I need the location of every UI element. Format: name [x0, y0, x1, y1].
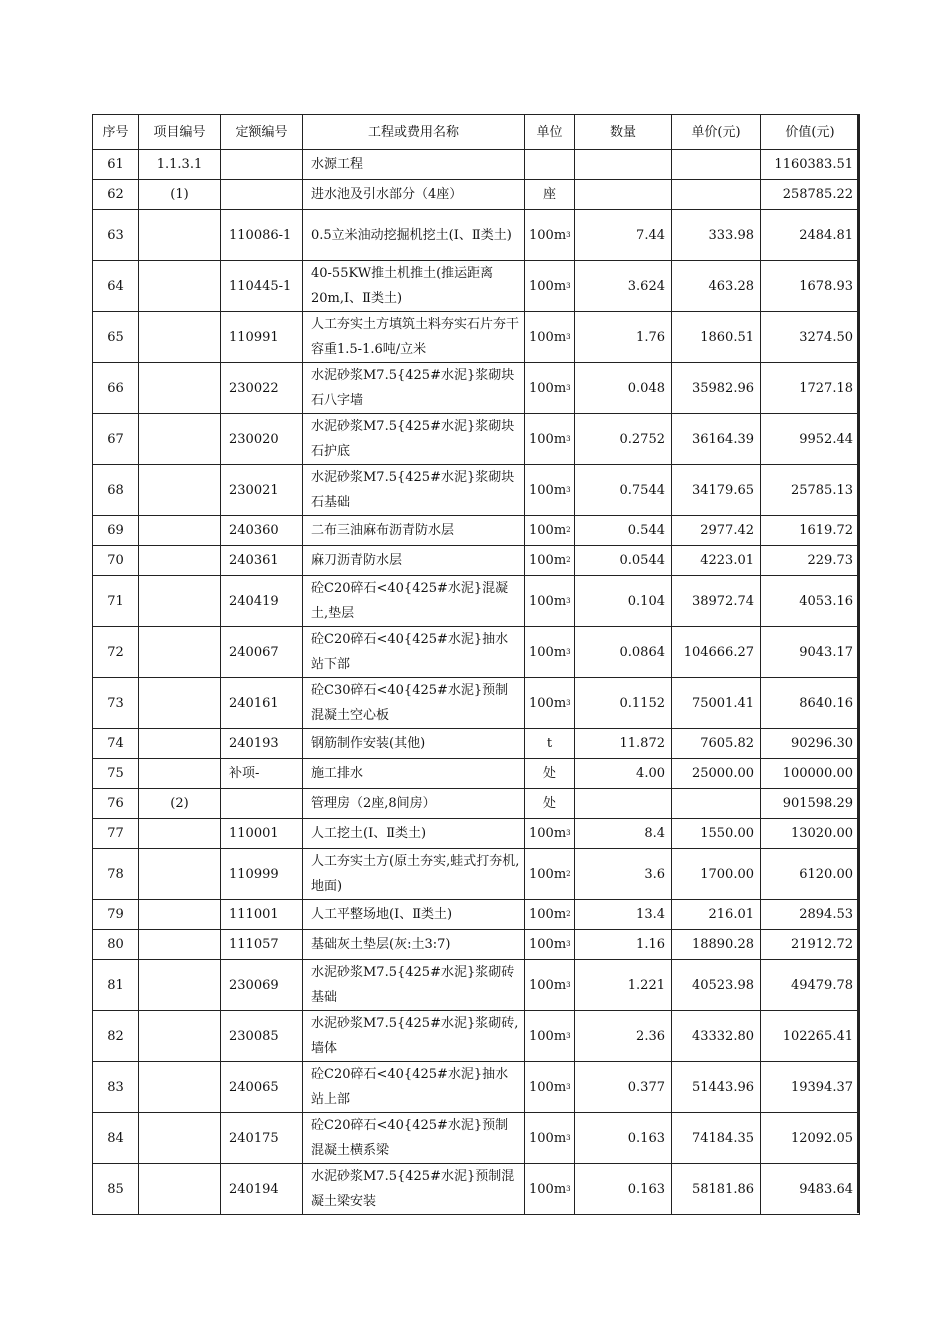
cell-price: 43332.80 — [672, 1011, 761, 1062]
cell-value: 9043.17 — [761, 627, 860, 678]
table-row — [93, 729, 860, 759]
cell-no: 83 — [93, 1062, 139, 1113]
cell-qty — [575, 789, 672, 819]
unit-exponent: 3 — [566, 281, 571, 290]
cell-item — [139, 627, 221, 678]
cell-item — [139, 1164, 221, 1215]
unit-exponent: 3 — [566, 1184, 571, 1193]
cell-item — [139, 729, 221, 759]
unit-text: 100m — [529, 1079, 567, 1095]
cell-code: 230020 — [221, 414, 303, 465]
cell-value: 6120.00 — [761, 849, 860, 900]
cell-no: 81 — [93, 960, 139, 1011]
cell-price: 18890.28 — [672, 930, 761, 960]
cell-qty: 3.6 — [575, 849, 672, 900]
cell-qty: 0.377 — [575, 1062, 672, 1113]
cell-unit — [525, 312, 575, 363]
cell-price — [672, 180, 761, 210]
cell-no: 73 — [93, 678, 139, 729]
cell-code: 110001 — [221, 819, 303, 849]
cell-value: 1678.93 — [761, 261, 860, 312]
cell-qty: 0.048 — [575, 363, 672, 414]
cell-name: 施工排水 — [303, 759, 525, 789]
unit-text: 100m — [529, 380, 567, 396]
table-row — [93, 180, 860, 210]
cell-item — [139, 960, 221, 1011]
cell-value: 25785.13 — [761, 465, 860, 516]
cell-qty: 0.544 — [575, 516, 672, 546]
unit-text: 100m — [529, 593, 567, 609]
cell-no: 62 — [93, 180, 139, 210]
cell-unit — [525, 849, 575, 900]
cell-name: 水泥砂浆M7.5{425#水泥}浆砌砖,墙体 — [303, 1011, 525, 1062]
cell-qty: 1.221 — [575, 960, 672, 1011]
header-no: 序号 — [93, 115, 139, 150]
cell-no: 72 — [93, 627, 139, 678]
cell-no: 74 — [93, 729, 139, 759]
cell-code: 230021 — [221, 465, 303, 516]
cell-no: 79 — [93, 900, 139, 930]
unit-exponent: 3 — [566, 829, 571, 837]
cell-code: 240161 — [221, 678, 303, 729]
unit-exponent: 3 — [566, 1031, 571, 1040]
table-row — [93, 900, 860, 930]
cell-no: 63 — [93, 210, 139, 261]
cell-name: 人工平整场地(Ⅰ、Ⅱ类土) — [303, 900, 525, 930]
cell-price: 51443.96 — [672, 1062, 761, 1113]
unit-exponent: 3 — [566, 980, 571, 989]
cell-code: 240361 — [221, 546, 303, 576]
cell-no: 70 — [93, 546, 139, 576]
cell-qty: 0.2752 — [575, 414, 672, 465]
cell-qty: 1.16 — [575, 930, 672, 960]
cell-code: 240175 — [221, 1113, 303, 1164]
cell-name: 水泥砂浆M7.5{425#水泥}预制混凝土梁安装 — [303, 1164, 525, 1215]
cell-no: 84 — [93, 1113, 139, 1164]
unit-text: 100m — [529, 695, 567, 711]
unit-exponent: 3 — [566, 332, 571, 341]
unit-exponent: 2 — [566, 869, 571, 878]
cell-price: 35982.96 — [672, 363, 761, 414]
cell-value: 1727.18 — [761, 363, 860, 414]
unit-exponent: 2 — [566, 526, 571, 534]
cell-item — [139, 261, 221, 312]
cell-name: 进水池及引水部分（4座） — [303, 180, 525, 210]
table-row — [93, 930, 860, 960]
cell-name: 40-55KW推土机推土(推运距离20m,Ⅰ、Ⅱ类土) — [303, 261, 525, 312]
header-item: 项目编号 — [139, 115, 221, 150]
cell-price: 74184.35 — [672, 1113, 761, 1164]
cell-item — [139, 1113, 221, 1164]
cell-unit — [525, 210, 575, 261]
table-row — [93, 678, 860, 729]
cell-name: 二布三油麻布沥青防水层 — [303, 516, 525, 546]
table-row — [93, 414, 860, 465]
table-row — [93, 210, 860, 261]
cell-unit — [525, 546, 575, 576]
header-price: 单价(元) — [672, 115, 761, 150]
cell-item — [139, 465, 221, 516]
cell-unit — [525, 150, 575, 180]
cell-price: 34179.65 — [672, 465, 761, 516]
cell-name: 砼C20碎石<40{425#水泥}预制混凝土横系梁 — [303, 1113, 525, 1164]
cell-no: 69 — [93, 516, 139, 546]
cell-price: 216.01 — [672, 900, 761, 930]
cell-name: 人工夯实土方(原土夯实,蛙式打夯机,地面) — [303, 849, 525, 900]
cell-code: 230022 — [221, 363, 303, 414]
cell-value: 90296.30 — [761, 729, 860, 759]
cell-name: 人工夯实土方填筑土料夯实石片夯干容重1.5-1.6吨/立米 — [303, 312, 525, 363]
table-right-edge — [857, 114, 859, 1213]
cell-code: 110991 — [221, 312, 303, 363]
unit-exponent: 3 — [566, 434, 571, 443]
cell-price: 75001.41 — [672, 678, 761, 729]
cell-price: 104666.27 — [672, 627, 761, 678]
cell-unit — [525, 789, 575, 819]
cell-item — [139, 849, 221, 900]
cell-no: 71 — [93, 576, 139, 627]
cell-value: 2894.53 — [761, 900, 860, 930]
cell-code: 111057 — [221, 930, 303, 960]
cell-qty: 0.163 — [575, 1164, 672, 1215]
cell-value: 13020.00 — [761, 819, 860, 849]
cell-price: 58181.86 — [672, 1164, 761, 1215]
cell-value: 258785.22 — [761, 180, 860, 210]
cell-item — [139, 1011, 221, 1062]
table-row — [93, 960, 860, 1011]
unit-text: 100m — [529, 278, 567, 294]
cell-qty: 3.624 — [575, 261, 672, 312]
cell-no: 61 — [93, 150, 139, 180]
unit-text: 100m — [529, 523, 567, 538]
cell-unit — [525, 261, 575, 312]
table-row — [93, 261, 860, 312]
cell-unit — [525, 627, 575, 678]
table-row — [93, 363, 860, 414]
cell-value: 19394.37 — [761, 1062, 860, 1113]
cell-no: 77 — [93, 819, 139, 849]
cell-item — [139, 678, 221, 729]
header-qty: 数量 — [575, 115, 672, 150]
table-row — [93, 516, 860, 546]
cell-no: 85 — [93, 1164, 139, 1215]
cost-table — [92, 114, 860, 1215]
cell-value: 3274.50 — [761, 312, 860, 363]
unit-text: 处 — [542, 766, 556, 781]
cell-item — [139, 414, 221, 465]
cell-price — [672, 789, 761, 819]
unit-exponent: 3 — [566, 1133, 571, 1142]
table-row — [93, 1164, 860, 1215]
unit-text: 100m — [529, 937, 567, 952]
cell-no: 82 — [93, 1011, 139, 1062]
cell-code: 230085 — [221, 1011, 303, 1062]
cell-name: 管理房（2座,8间房） — [303, 789, 525, 819]
cell-unit — [525, 819, 575, 849]
cell-qty — [575, 180, 672, 210]
cell-value: 2484.81 — [761, 210, 860, 261]
unit-text: 100m — [529, 1028, 567, 1044]
cell-item — [139, 546, 221, 576]
cell-item: (1) — [139, 180, 221, 210]
unit-text: 100m — [529, 482, 567, 498]
unit-text: 100m — [529, 866, 567, 882]
cell-unit — [525, 465, 575, 516]
unit-exponent: 3 — [566, 383, 571, 392]
cell-name: 基础灰土垫层(灰:土3:7) — [303, 930, 525, 960]
cell-no: 76 — [93, 789, 139, 819]
cell-unit — [525, 1164, 575, 1215]
cell-price: 25000.00 — [672, 759, 761, 789]
cell-no: 66 — [93, 363, 139, 414]
cell-unit — [525, 900, 575, 930]
cell-value: 102265.41 — [761, 1011, 860, 1062]
cell-name: 钢筋制作安装(其他) — [303, 729, 525, 759]
unit-text: 100m — [529, 431, 567, 447]
table-row — [93, 759, 860, 789]
cell-no: 65 — [93, 312, 139, 363]
unit-text: 100m — [529, 977, 567, 993]
cell-code: 240419 — [221, 576, 303, 627]
cell-price: 40523.98 — [672, 960, 761, 1011]
cell-qty: 13.4 — [575, 900, 672, 930]
cell-price: 1550.00 — [672, 819, 761, 849]
cell-price: 333.98 — [672, 210, 761, 261]
table-row — [93, 1062, 860, 1113]
cell-qty: 11.872 — [575, 729, 672, 759]
cell-qty: 0.1152 — [575, 678, 672, 729]
unit-exponent: 2 — [566, 910, 571, 918]
cell-code: 240360 — [221, 516, 303, 546]
unit-exponent: 3 — [566, 596, 571, 605]
cell-code: 240065 — [221, 1062, 303, 1113]
cell-value: 49479.78 — [761, 960, 860, 1011]
cell-code: 230069 — [221, 960, 303, 1011]
cell-no: 64 — [93, 261, 139, 312]
cell-price: 463.28 — [672, 261, 761, 312]
header-unit: 单位 — [525, 115, 575, 150]
cell-unit — [525, 1011, 575, 1062]
cell-item — [139, 363, 221, 414]
cell-code — [221, 789, 303, 819]
cell-qty: 0.7544 — [575, 465, 672, 516]
cell-price: 1700.00 — [672, 849, 761, 900]
cell-value: 12092.05 — [761, 1113, 860, 1164]
unit-exponent: 3 — [566, 940, 571, 948]
cell-name: 砼C20碎石<40{425#水泥}混凝土,垫层 — [303, 576, 525, 627]
unit-text: 处 — [542, 796, 556, 811]
cell-item — [139, 576, 221, 627]
cell-no: 68 — [93, 465, 139, 516]
cell-item — [139, 900, 221, 930]
table-row — [93, 465, 860, 516]
cell-value: 4053.16 — [761, 576, 860, 627]
cell-code: 110445-1 — [221, 261, 303, 312]
cell-name: 水泥砂浆M7.5{425#水泥}浆砌砖基础 — [303, 960, 525, 1011]
table-row — [93, 576, 860, 627]
cell-value: 8640.16 — [761, 678, 860, 729]
table-header-row — [93, 115, 860, 150]
unit-text: 100m — [529, 1130, 567, 1146]
cell-item: 1.1.3.1 — [139, 150, 221, 180]
cell-value: 100000.00 — [761, 759, 860, 789]
cell-price: 36164.39 — [672, 414, 761, 465]
cell-qty: 4.00 — [575, 759, 672, 789]
cell-item — [139, 516, 221, 546]
unit-exponent: 3 — [566, 485, 571, 494]
table-row — [93, 150, 860, 180]
cell-price — [672, 150, 761, 180]
cell-value: 9952.44 — [761, 414, 860, 465]
cell-unit — [525, 678, 575, 729]
unit-text: 100m — [529, 644, 567, 660]
cell-code — [221, 150, 303, 180]
cell-item — [139, 210, 221, 261]
cell-qty — [575, 150, 672, 180]
header-name: 工程或费用名称 — [303, 115, 525, 150]
cell-unit — [525, 759, 575, 789]
cell-item — [139, 930, 221, 960]
cell-unit — [525, 729, 575, 759]
cell-code: 240067 — [221, 627, 303, 678]
header-code: 定额编号 — [221, 115, 303, 150]
cell-unit — [525, 576, 575, 627]
cell-code: 240193 — [221, 729, 303, 759]
cell-value: 9483.64 — [761, 1164, 860, 1215]
cell-name: 砼C20碎石<40{425#水泥}抽水站上部 — [303, 1062, 525, 1113]
cell-name: 水泥砂浆M7.5{425#水泥}浆砌块石基础 — [303, 465, 525, 516]
cell-qty: 7.44 — [575, 210, 672, 261]
unit-text: 100m — [529, 227, 567, 243]
cell-unit — [525, 1113, 575, 1164]
cell-name: 麻刀沥青防水层 — [303, 546, 525, 576]
cell-value: 1619.72 — [761, 516, 860, 546]
table-row — [93, 819, 860, 849]
cell-unit — [525, 180, 575, 210]
cell-name: 人工挖土(Ⅰ、Ⅱ类土) — [303, 819, 525, 849]
cell-qty: 1.76 — [575, 312, 672, 363]
unit-text: 座 — [542, 187, 556, 202]
cell-qty: 0.163 — [575, 1113, 672, 1164]
cell-price: 2977.42 — [672, 516, 761, 546]
cell-unit — [525, 363, 575, 414]
cell-code: 111001 — [221, 900, 303, 930]
cell-name: 砼C30碎石<40{425#水泥}预制混凝土空心板 — [303, 678, 525, 729]
unit-exponent: 3 — [566, 698, 571, 707]
cell-price: 7605.82 — [672, 729, 761, 759]
cell-value: 229.73 — [761, 546, 860, 576]
cell-code: 110086-1 — [221, 210, 303, 261]
unit-text: 100m — [529, 826, 567, 841]
cell-unit — [525, 414, 575, 465]
table-row — [93, 627, 860, 678]
cell-no: 78 — [93, 849, 139, 900]
cell-name: 水源工程 — [303, 150, 525, 180]
table-row — [93, 546, 860, 576]
cell-unit — [525, 960, 575, 1011]
cell-code: 补项- — [221, 759, 303, 789]
table-row — [93, 849, 860, 900]
table-row — [93, 1113, 860, 1164]
cell-name: 0.5立米油动挖掘机挖土(Ⅰ、Ⅱ类土) — [303, 210, 525, 261]
cell-no: 75 — [93, 759, 139, 789]
unit-text: t — [546, 736, 553, 751]
cell-item — [139, 819, 221, 849]
cell-value: 1160383.51 — [761, 150, 860, 180]
unit-exponent: 2 — [566, 556, 571, 564]
cell-no: 67 — [93, 414, 139, 465]
cell-item — [139, 1062, 221, 1113]
cell-item — [139, 759, 221, 789]
cell-value: 901598.29 — [761, 789, 860, 819]
cell-price: 38972.74 — [672, 576, 761, 627]
unit-exponent: 3 — [566, 1082, 571, 1091]
cell-qty: 0.104 — [575, 576, 672, 627]
cell-unit — [525, 1062, 575, 1113]
table-row — [93, 1011, 860, 1062]
cell-qty: 0.0544 — [575, 546, 672, 576]
cell-unit — [525, 930, 575, 960]
cell-qty: 2.36 — [575, 1011, 672, 1062]
unit-text: 100m — [529, 329, 567, 345]
unit-exponent: 3 — [566, 647, 571, 656]
cell-unit — [525, 516, 575, 546]
cell-item: (2) — [139, 789, 221, 819]
cell-price: 4223.01 — [672, 546, 761, 576]
header-value: 价值(元) — [761, 115, 860, 150]
cell-name: 水泥砂浆M7.5{425#水泥}浆砌块石八字墙 — [303, 363, 525, 414]
unit-exponent: 3 — [566, 230, 571, 239]
cell-price: 1860.51 — [672, 312, 761, 363]
unit-text: 100m — [529, 553, 567, 568]
cell-qty: 8.4 — [575, 819, 672, 849]
cell-code: 240194 — [221, 1164, 303, 1215]
table-row — [93, 312, 860, 363]
cell-value: 21912.72 — [761, 930, 860, 960]
cell-code — [221, 180, 303, 210]
unit-text: 100m — [529, 1181, 567, 1197]
cell-code: 110999 — [221, 849, 303, 900]
cell-qty: 0.0864 — [575, 627, 672, 678]
unit-text: 100m — [529, 907, 567, 922]
cell-name: 砼C20碎石<40{425#水泥}抽水站下部 — [303, 627, 525, 678]
cell-item — [139, 312, 221, 363]
table-row — [93, 789, 860, 819]
cell-name: 水泥砂浆M7.5{425#水泥}浆砌块石护底 — [303, 414, 525, 465]
cell-no: 80 — [93, 930, 139, 960]
